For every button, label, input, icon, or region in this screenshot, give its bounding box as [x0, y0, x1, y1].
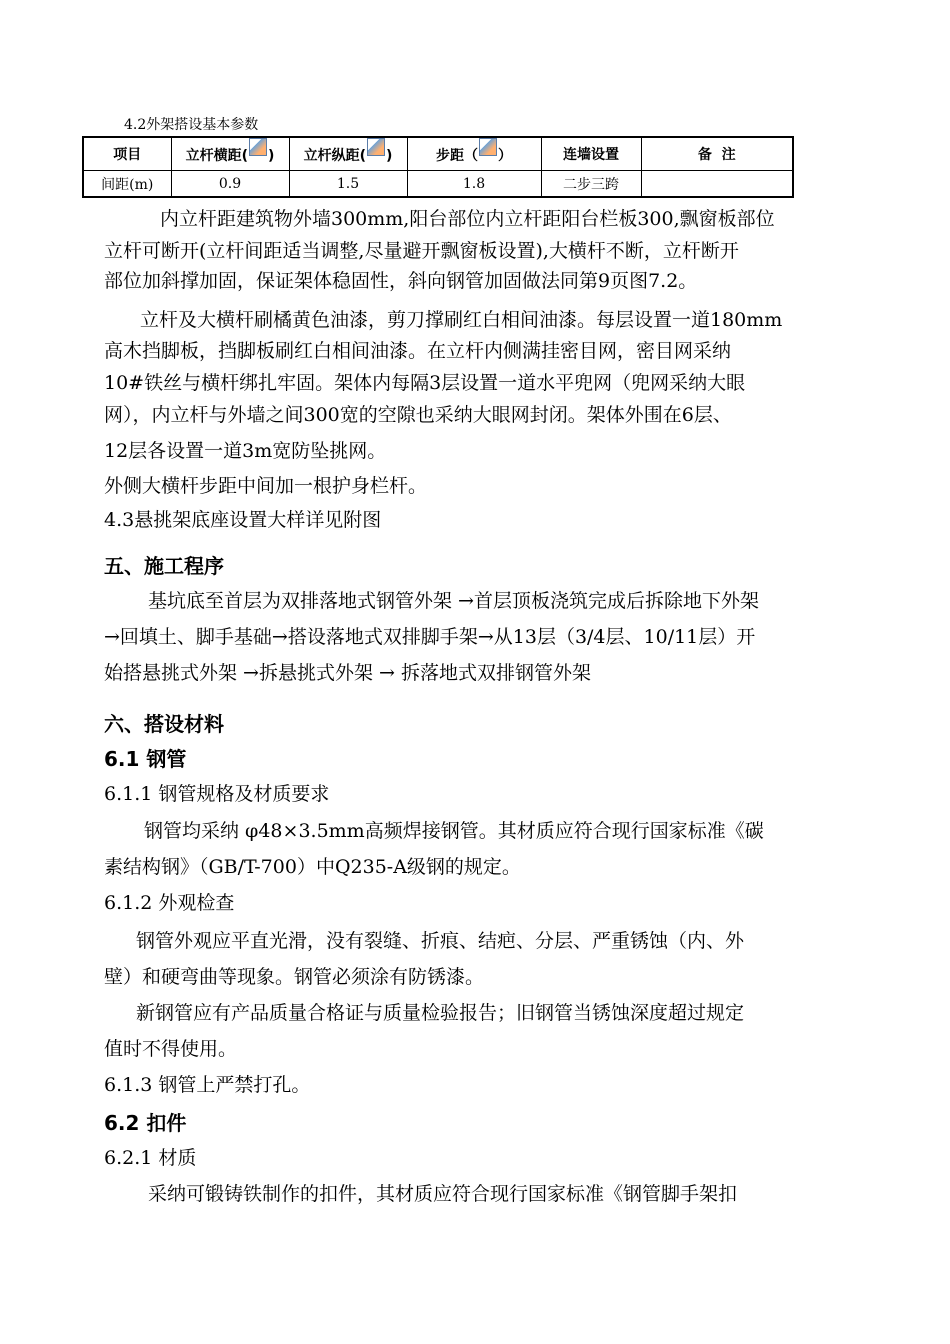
- paragraph-line: 钢管均采纳 φ48×3.5mm高频焊接钢管。其材质应符合现行国家标准《碳: [144, 820, 764, 842]
- image-placeholder-icon: [479, 138, 497, 156]
- table-row: [83, 171, 793, 198]
- paragraph-line: 10#铁丝与横杆绑扎牢固。架体内每隔3层设置一道水平兜网（兜网采纳大眼: [104, 372, 746, 394]
- header-transverse-spacing: 立杆横距( ): [171, 137, 289, 171]
- subsection-heading-fasteners: 6.2 扣件: [104, 1111, 187, 1135]
- subsection-heading: 6.1.3 钢管上严禁打孔。: [104, 1074, 311, 1096]
- image-placeholder-icon: [249, 138, 267, 156]
- paragraph-line: 立杆可断开(立杆间距适当调整,尽量避开飘窗板设置),大横杆不断，立杆断开: [104, 240, 739, 262]
- section-heading: 4.3悬挑架底座设置大样详见附图: [104, 509, 382, 531]
- paragraph-line: 基坑底至首层为双排落地式钢管外架 →首层顶板浇筑完成后拆除地下外架: [148, 590, 759, 612]
- table-caption: 4.2外架搭设基本参数: [124, 117, 259, 133]
- paragraph-line: →回填土、脚手基础→搭设落地式双排脚手架→从13层（3/4层、10/11层）开: [104, 626, 756, 648]
- paragraph-line: 外侧大横杆步距中间加一根护身栏杆。: [104, 475, 428, 497]
- paragraph-line: 立杆及大横杆刷橘黄色油漆，剪刀撑刷红白相间油漆。每层设置一道180mm: [140, 309, 783, 331]
- header-remarks: 备 注: [641, 137, 793, 171]
- paragraph-line: 始搭悬挑式外架 →拆悬挑式外架 → 拆落地式双排钢管外架: [104, 662, 591, 684]
- cell-transverse: 0.9: [171, 171, 289, 198]
- paragraph-line: 高木挡脚板，挡脚板刷红白相间油漆。在立杆内侧满挂密目网，密目网采纳: [104, 340, 732, 362]
- cell-remarks: [641, 171, 793, 198]
- header-step: 步距（ ）: [407, 137, 541, 171]
- paragraph-line: 12层各设置一道3m宽防坠挑网。: [104, 440, 387, 462]
- cell-step: 1.8: [407, 171, 541, 198]
- image-placeholder-icon: [367, 138, 385, 156]
- header-longitudinal-spacing: 立杆纵距( ): [289, 137, 407, 171]
- section-heading-construction-procedure: 五、施工程序: [104, 554, 224, 578]
- subsection-heading: 6.1.1 钢管规格及材质要求: [104, 783, 330, 805]
- paragraph-line: 新钢管应有产品质量合格证与质量检验报告；旧钢管当锈蚀深度超过规定: [136, 1002, 745, 1024]
- subsection-heading-steel-pipe: 6.1 钢管: [104, 747, 187, 771]
- subsection-heading: 6.1.2 外观检查: [104, 892, 235, 914]
- paragraph-line: 壁）和硬弯曲等现象。钢管必须涂有防锈漆。: [104, 966, 485, 988]
- header-item: 项目: [83, 137, 171, 171]
- header-wall-tie: 连墙设置: [541, 137, 641, 171]
- cell-label: 间距(m): [83, 171, 171, 198]
- table-header-row: [83, 137, 793, 171]
- paragraph-line: 采纳可锻铸铁制作的扣件，其材质应符合现行国家标准《钢管脚手架扣: [148, 1183, 738, 1205]
- paragraph-line: 素结构钢》（GB/T-700）中Q235-A级钢的规定。: [104, 856, 521, 878]
- cell-wall-tie: 二步三跨: [541, 171, 641, 198]
- paragraph-line: 钢管外观应平直光滑，没有裂缝、折痕、结疤、分层、严重锈蚀（内、外: [136, 930, 745, 952]
- cell-longitudinal: 1.5: [289, 171, 407, 198]
- paragraph-line: 内立杆距建筑物外墙300mm,阳台部位内立杆距阳台栏板300,飘窗板部位: [160, 208, 775, 230]
- scaffold-parameters-table: [82, 136, 794, 198]
- paragraph-line: 部位加斜撑加固，保证架体稳固性，斜向钢管加固做法同第9页图7.2。: [104, 270, 698, 292]
- section-heading-materials: 六、搭设材料: [104, 712, 224, 736]
- paragraph-line: 值时不得使用。: [104, 1038, 238, 1060]
- subsection-heading: 6.2.1 材质: [104, 1147, 197, 1169]
- paragraph-line: 网），内立杆与外墙之间300宽的空隙也采纳大眼网封闭。架体外围在6层、: [104, 404, 732, 426]
